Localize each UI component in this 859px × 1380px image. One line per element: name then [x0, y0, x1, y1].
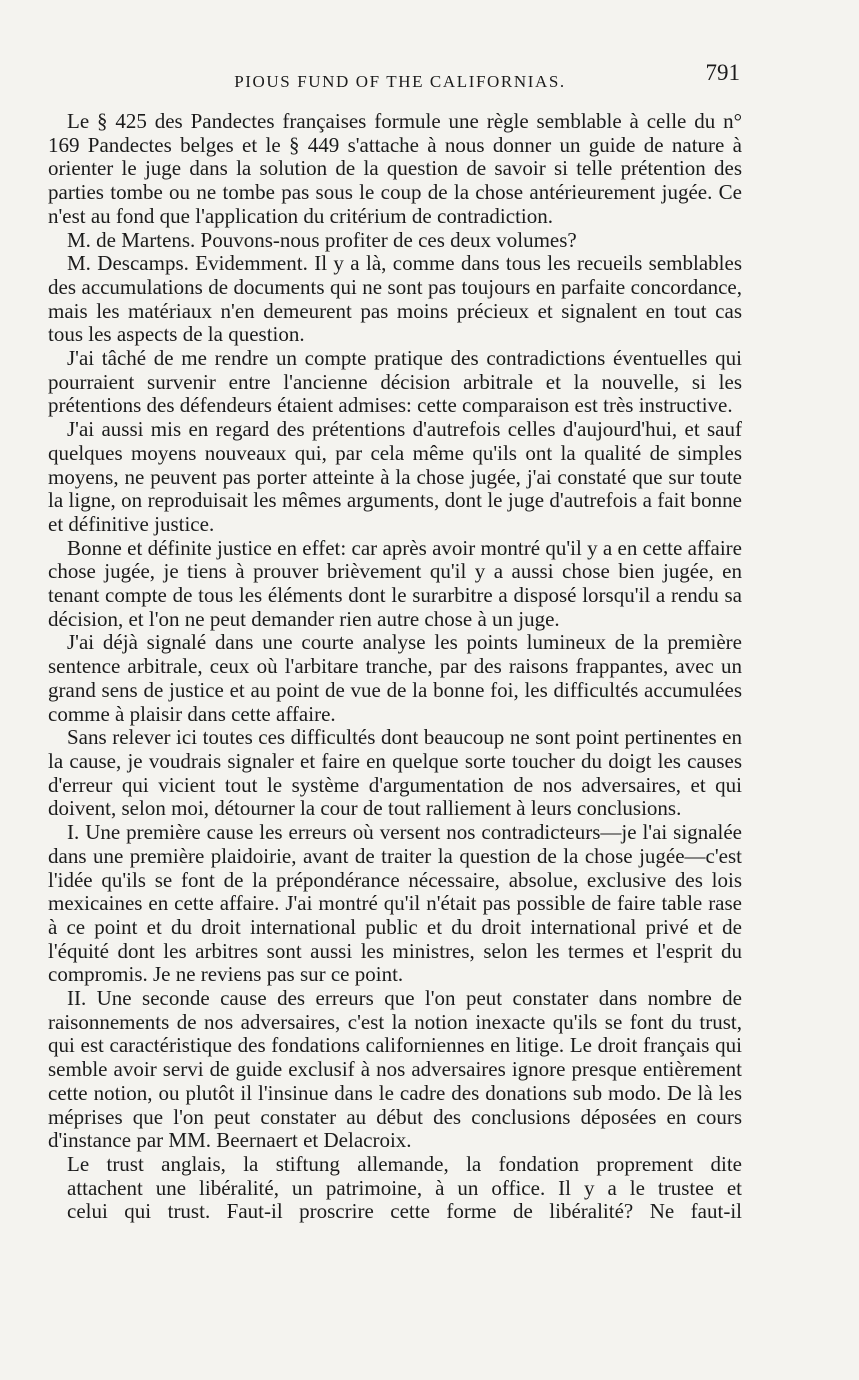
paragraph: Sans relever ici toutes ces difficultés dont beaucoup ne sont point pertinentes en la cause, je voudrais signaler et faire en quelque sorte toucher du doigt les causes d'erreur qui vicient tout le système d'argumentation de nos adversaires, et qui doivent, selon moi, détourner la cour de tout ralliement à leurs conclusions.	[48, 725, 742, 821]
paragraph: II. Une seconde cause des erreurs que l'on peut constater dans nombre de raisonnements de nos adversaires, c'est la notion inexacte qu'ils se font du trust, qui est caractéristique des fondations californiennes en litige. Le droit français qui semble avoir servi de guide exclusif à nos adversaires ignore presque entièrement cette notion, ou plutôt il l'insinue dans le cadre des donations sub modo. De là les méprises que l'on peut constater au début des conclusions déposées en cours d'instance par MM. Beernaert et Delacroix.	[48, 986, 742, 1153]
paragraph-line: celui qui trust. Faut-il proscrire cette forme de libéralité? Ne faut-il	[67, 1199, 742, 1224]
paragraph: Le § 425 des Pandectes françaises formule une règle semblable à celle du n° 169 Pandectes belges et le § 449 s'attache à nous donner un guide de nature à orienter le juge dans la solution de la question de savoir si telle prétention des parties tombe ou ne tombe pas sous le coup de la chose antérieurement jugée. Ce n'est au fond que l'application du critérium de contradiction.	[48, 109, 742, 228]
paragraph-final	[48, 1153, 742, 1224]
paragraph-line: attachent une libéralité, un patrimoine, à un office. Il y a le trustee et	[67, 1175, 742, 1200]
page-header	[60, 60, 740, 100]
paragraph: M. de Martens. Pouvons-nous profiter de ces deux volumes?	[67, 227, 577, 252]
paragraph: M. Descamps. Evidemment. Il y a là, comme dans tous les recueils semblables des accumulations de documents qui ne sont pas toujours en parfaite concordance, mais les matériaux n'en demeurent pas moins précieux et signalent en tout cas tous les aspects de la question.	[48, 251, 742, 347]
paragraph: Bonne et définite justice en effet: car après avoir montré qu'il y a en cette affaire chose jugée, je tiens à prouver brièvement qu'il y a aussi chose bien jugée, en tenant compte de tous les éléments dont le surarbitre a disposé lorsqu'il a rendu sa décision, et l'on ne peut demander rien autre chose à un juge.	[48, 535, 742, 631]
body-text	[48, 110, 742, 1224]
paragraph: I. Une première cause les erreurs où versent nos contradicteurs—je l'ai signalée dans une première plaidoirie, avant de traiter la question de la chose jugée—c'est l'idée qu'ils se font de la prépondérance nécessaire, absolue, exclusive des lois mexicaines en cette affaire. J'ai montré qu'il n'était pas possible de faire table rase à ce point et du droit international public et du droit international privé et de l'équité dont les arbitres sont aussi les ministres, selon les termes et l'esprit du compromis. Je ne reviens pas sur ce point.	[48, 820, 742, 987]
paragraph: J'ai aussi mis en regard des prétentions d'autrefois celles d'aujourd'hui, et sauf quelques moyens nouveaux qui, par cela même qu'ils ont la qualité de simples moyens, ne peuvent pas porter atteinte à la chose jugée, j'ai constaté que sur toute la ligne, on reproduisait les mêmes arguments, dont le juge d'autrefois a fait bonne et définitive justice.	[48, 417, 742, 536]
page-number: 791	[705, 60, 740, 85]
running-title: PIOUS FUND OF THE CALIFORNIAS.	[234, 72, 566, 91]
paragraph-line: Le trust anglais, la stiftung allemande, la fondation proprement dite	[67, 1151, 742, 1176]
paragraph: J'ai déjà signalé dans une courte analyse les points lumineux de la première sentence arbitrale, ceux où l'arbitare tranche, par des raisons frappantes, avec un grand sens de justice et au point de vue de la bonne foi, les difficultés accumulées comme à plaisir dans cette affaire.	[48, 630, 742, 726]
paragraph: J'ai tâché de me rendre un compte pratique des contradictions éventuelles qui pourraient survenir entre l'ancienne décision arbitrale et la nouvelle, si les prétentions des défendeurs étaient admises: cette comparaison est très instructive.	[48, 346, 742, 418]
